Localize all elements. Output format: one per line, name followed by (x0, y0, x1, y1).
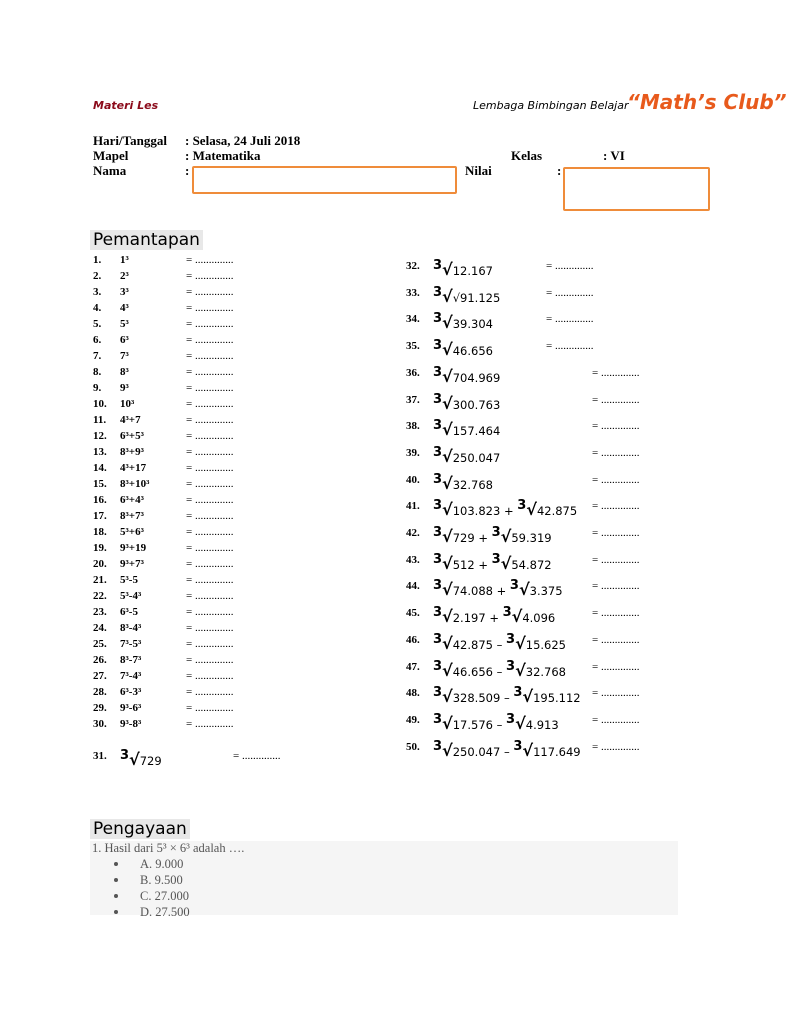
answer-blank[interactable]: = .............. (546, 286, 594, 299)
question-number: 50. (406, 740, 420, 753)
question-number: 25. (93, 638, 107, 650)
question-expression: 8³+7³ (120, 510, 144, 522)
answer-blank[interactable]: = .............. (592, 553, 640, 566)
question-number: 42. (406, 527, 420, 539)
nama-colon: : (185, 163, 190, 178)
answer-blank[interactable]: = .............. (186, 638, 234, 650)
bullet-icon (114, 878, 118, 882)
question-19 (93, 540, 293, 556)
question-18 (93, 524, 293, 540)
question-expression: 2³ (120, 270, 129, 282)
question-9 (93, 380, 293, 396)
question-27 (93, 668, 293, 684)
answer-blank[interactable]: = .............. (186, 526, 234, 538)
answer-blank[interactable]: = .............. (186, 462, 234, 474)
question-expression: 7³-5³ (120, 638, 142, 650)
left-question-list (93, 252, 293, 752)
question-expression: $^3$√39.304 (433, 311, 493, 333)
question-number: 2. (93, 270, 102, 282)
question-number: 15. (93, 478, 107, 490)
question-number: 5. (93, 318, 102, 330)
question-number: 32. (406, 260, 420, 272)
question-6 (93, 332, 293, 348)
answer-blank[interactable]: = .............. (186, 302, 234, 314)
question-expression: $^3$√512 + $^3$√54.872 (433, 551, 552, 573)
question-expression: 9³+19 (120, 542, 147, 554)
question-number: 18. (93, 526, 107, 538)
question-39 (406, 443, 666, 466)
question-number: 40. (406, 473, 420, 486)
question-expression: $^3$√103.823 + $^3$√42.875 (433, 498, 578, 520)
question-number: 9. (93, 382, 102, 394)
answer-blank[interactable]: = .............. (592, 660, 640, 673)
question-number: 36. (406, 366, 420, 379)
question-41 (406, 496, 666, 520)
answer-blank[interactable]: = .............. (546, 313, 594, 326)
question-12 (93, 428, 293, 444)
hari-label: Hari/Tanggal (93, 133, 167, 148)
answer-blank[interactable]: = .............. (186, 398, 234, 410)
question-number: 11. (93, 414, 107, 426)
nama-label: Nama (93, 163, 127, 178)
answer-blank[interactable]: = .............. (592, 580, 640, 593)
answer-blank[interactable]: = .............. (186, 254, 234, 266)
question-number: 14. (93, 462, 107, 474)
question-expression: 5³ (120, 318, 129, 330)
question-47 (406, 657, 666, 680)
answer-option[interactable]: D. 27.500 (90, 904, 190, 920)
question-expression: $^3$√704.969 (433, 364, 501, 386)
question-32 (406, 256, 666, 279)
answer-blank[interactable]: = .............. (592, 607, 640, 620)
question-expression: $^3$√300.763 (433, 391, 501, 413)
question-expression: $^3$√729 + $^3$√59.319 (433, 525, 552, 546)
question-expression: $^3$√157.464 (433, 418, 501, 440)
question-number: 30. (93, 718, 107, 730)
answer-blank[interactable]: = .............. (186, 270, 234, 282)
question-number: 45. (406, 607, 420, 620)
answer-blank[interactable]: = .............. (186, 430, 234, 442)
question-expression: 8³+10³ (120, 478, 150, 490)
question-expression: $^3$√12.167 (433, 258, 493, 279)
question-expression: 4³+7 (120, 414, 141, 426)
answer-blank[interactable]: = .............. (592, 687, 640, 700)
question-number: 33. (406, 286, 420, 299)
question-number: 3. (93, 286, 102, 298)
question-expression: $^3$√√91.125 (433, 284, 501, 306)
answer-blank[interactable]: = .............. (186, 718, 234, 730)
answer-blank[interactable]: = .............. (186, 574, 234, 586)
question-17 (93, 508, 293, 524)
answer-blank[interactable]: = .............. (186, 414, 234, 426)
answer-blank[interactable]: = .............. (546, 340, 594, 353)
question-expression: $^3$√46.656 (433, 338, 493, 360)
section-pengayaan-title: Pengayaan (90, 819, 190, 839)
answer-blank[interactable]: = .............. (186, 318, 234, 330)
question-20 (93, 556, 293, 572)
question-number: 24. (93, 622, 107, 634)
answer-blank[interactable]: = .............. (186, 382, 234, 394)
question-expression: 5³-4³ (120, 590, 142, 602)
question-11 (93, 412, 293, 428)
question-8 (93, 364, 293, 380)
answer-blank[interactable]: = .............. (186, 350, 234, 362)
answer-blank[interactable]: = .............. (186, 334, 234, 346)
question-number: 46. (406, 633, 420, 646)
question-30 (93, 716, 293, 732)
question-expression: $^3$√46.656 – $^3$√32.768 (433, 658, 566, 680)
question-number: 7. (93, 350, 102, 362)
question-number: 19. (93, 542, 107, 554)
question-expression: $^3$√17.576 – $^3$√4.913 (433, 711, 559, 733)
bullet-icon (114, 910, 118, 914)
question-expression: $^3$√32.768 (433, 471, 493, 493)
question-number: 35. (406, 340, 420, 353)
question-number: 6. (93, 334, 102, 346)
kelas-value: : VI (603, 148, 625, 163)
question-number: 23. (93, 606, 107, 618)
question-expression: 6³+5³ (120, 430, 144, 442)
answer-blank[interactable]: = .............. (186, 670, 234, 682)
question-expression: 10³ (120, 398, 135, 410)
question-expression: 1³ (120, 254, 129, 266)
answer-blank[interactable]: = .............. (592, 420, 640, 433)
question-expression: $^3$√2.197 + $^3$√4.096 (433, 605, 556, 627)
question-3 (93, 284, 293, 300)
question-expression: 9³ (120, 382, 129, 394)
question-expression: $^3$√250.047 (433, 444, 501, 466)
question-number: 48. (406, 687, 420, 700)
answer-blank[interactable]: = .............. (186, 286, 234, 298)
question-number: 21. (93, 574, 107, 586)
question-expression: 8³ (120, 366, 129, 378)
question-number: 4. (93, 302, 102, 314)
question-28 (93, 684, 293, 700)
question-5 (93, 316, 293, 332)
kelas-label: Kelas (511, 148, 543, 163)
question-text: 1. Hasil dari 5³ × 6³ adalah …. (92, 841, 245, 855)
question-number: 22. (93, 590, 107, 602)
question-7 (93, 348, 293, 364)
question-number: 47. (406, 660, 420, 673)
question-expression: $^3$√729 (120, 748, 162, 769)
question-number: 17. (93, 510, 107, 522)
bullet-icon (114, 862, 118, 866)
answer-blank[interactable]: = .............. (592, 740, 640, 753)
question-10 (93, 396, 293, 412)
question-number: 8. (93, 366, 102, 378)
question-48 (406, 683, 666, 707)
question-number: 41. (406, 500, 420, 513)
question-31 (93, 746, 313, 769)
question-expression: $^3$√74.088 + $^3$√3.375 (433, 578, 563, 600)
question-number: 49. (406, 713, 420, 726)
question-expression: 6³ (120, 334, 129, 346)
question-24 (93, 620, 293, 636)
question-expression: 8³-4³ (120, 622, 142, 634)
materi-les-label: Materi Les (93, 99, 159, 112)
question-29 (93, 700, 293, 716)
question-expression: $^3$√42.875 – $^3$√15.625 (433, 631, 566, 653)
question-16 (93, 492, 293, 508)
question-expression: 8³+9³ (120, 446, 144, 458)
question-number: 39. (406, 446, 420, 459)
nilai-label: Nilai (465, 163, 492, 178)
answer-option[interactable]: B. 9.500 (90, 872, 190, 888)
question-expression: 5³+6³ (120, 526, 144, 538)
question-38 (406, 416, 666, 440)
question-22 (93, 588, 293, 604)
answer-blank[interactable]: = .............. (186, 478, 234, 490)
nilai-colon: : (557, 163, 562, 178)
question-number: 12. (93, 430, 107, 442)
question-13 (93, 444, 293, 460)
question-number: 37. (406, 393, 420, 406)
mapel-label: Mapel (93, 148, 129, 163)
question-21 (93, 572, 293, 588)
question-number: 29. (93, 702, 107, 714)
answer-blank[interactable]: = .............. (186, 590, 234, 602)
answer-blank[interactable]: = .............. (186, 542, 234, 554)
answer-blank[interactable]: = .............. (592, 473, 640, 486)
question-25 (93, 636, 293, 652)
club-name: “Math’s Club” (627, 90, 787, 114)
answer-blank[interactable]: = .............. (233, 750, 281, 762)
question-number: 1. (93, 254, 102, 266)
answer-blank[interactable]: = .............. (592, 446, 640, 459)
question-43 (406, 550, 666, 573)
section-pemantapan-title: Pemantapan (90, 230, 203, 250)
question-number: 20. (93, 558, 107, 570)
question-14 (93, 460, 293, 476)
question-number: 27. (93, 670, 107, 682)
answer-blank[interactable]: = .............. (186, 494, 234, 506)
question-number: 34. (406, 313, 420, 326)
mapel-value: : Matematika (185, 148, 261, 163)
answer-blank[interactable]: = .............. (186, 622, 234, 634)
question-46 (406, 630, 666, 653)
question-44 (406, 576, 666, 600)
answer-blank[interactable]: = .............. (592, 633, 640, 646)
question-2 (93, 268, 293, 284)
question-number: 38. (406, 420, 420, 433)
question-42 (406, 523, 666, 546)
nama-input[interactable] (192, 166, 457, 194)
question-37 (406, 390, 666, 413)
answer-option[interactable]: C. 27.000 (90, 888, 190, 904)
question-expression: 4³ (120, 302, 129, 314)
question-number: 13. (93, 446, 107, 458)
answer-blank[interactable]: = .............. (592, 527, 640, 539)
answer-blank[interactable]: = .............. (186, 558, 234, 570)
question-expression: 7³-4³ (120, 670, 142, 682)
answer-blank[interactable]: = .............. (546, 260, 594, 272)
question-number: 28. (93, 686, 107, 698)
answer-blank[interactable]: = .............. (186, 606, 234, 618)
question-expression: 6³-3³ (120, 686, 142, 698)
answer-blank[interactable]: = .............. (592, 713, 640, 726)
question-15 (93, 476, 293, 492)
question-expression: $^3$√328.509 – $^3$√195.112 (433, 685, 581, 707)
question-block (90, 841, 678, 919)
right-question-list (406, 256, 666, 766)
question-36 (406, 363, 666, 386)
hari-value: : Selasa, 24 Juli 2018 (185, 133, 301, 148)
answer-blank[interactable]: = .............. (592, 393, 640, 406)
question-4 (93, 300, 293, 316)
question-expression: 9³-6³ (120, 702, 142, 714)
question-number: 43. (406, 553, 420, 566)
option-list (90, 856, 190, 920)
question-49 (406, 710, 666, 733)
answer-blank[interactable]: = .............. (186, 686, 234, 698)
question-expression: 5³-5 (120, 574, 138, 586)
answer-blank[interactable]: = .............. (592, 366, 640, 379)
answer-option[interactable]: A. 9.000 (90, 856, 190, 872)
question-23 (93, 604, 293, 620)
institution-label: Lembaga Bimbingan Belajar (473, 99, 629, 112)
answer-blank[interactable]: = .............. (186, 446, 234, 458)
question-expression: 9³+7³ (120, 558, 144, 570)
question-expression: 6³+4³ (120, 494, 144, 506)
question-number: 10. (93, 398, 107, 410)
answer-blank[interactable]: = .............. (186, 702, 234, 714)
answer-blank[interactable]: = .............. (592, 500, 640, 513)
question-50 (406, 737, 666, 760)
answer-blank[interactable]: = .............. (186, 510, 234, 522)
nilai-input[interactable] (563, 167, 710, 211)
question-number: 44. (406, 580, 420, 593)
question-number: 16. (93, 494, 107, 506)
bullet-icon (114, 894, 118, 898)
question-expression: 6³-5 (120, 606, 138, 618)
answer-blank[interactable]: = .............. (186, 366, 234, 378)
question-26 (93, 652, 293, 668)
question-1 (93, 252, 293, 268)
question-40 (406, 470, 666, 493)
question-number: 26. (93, 654, 107, 666)
question-expression: $^3$√250.047 – $^3$√117.649 (433, 738, 581, 760)
question-35 (406, 336, 666, 360)
question-expression: 4³+17 (120, 462, 147, 474)
question-33 (406, 283, 666, 306)
question-34 (406, 309, 666, 333)
question-45 (406, 603, 666, 627)
question-expression: 9³-8³ (120, 718, 142, 730)
question-expression: 7³ (120, 350, 129, 362)
answer-blank[interactable]: = .............. (186, 654, 234, 666)
question-expression: 8³-7³ (120, 654, 142, 666)
question-expression: 3³ (120, 286, 129, 298)
question-number: 31. (93, 750, 107, 762)
